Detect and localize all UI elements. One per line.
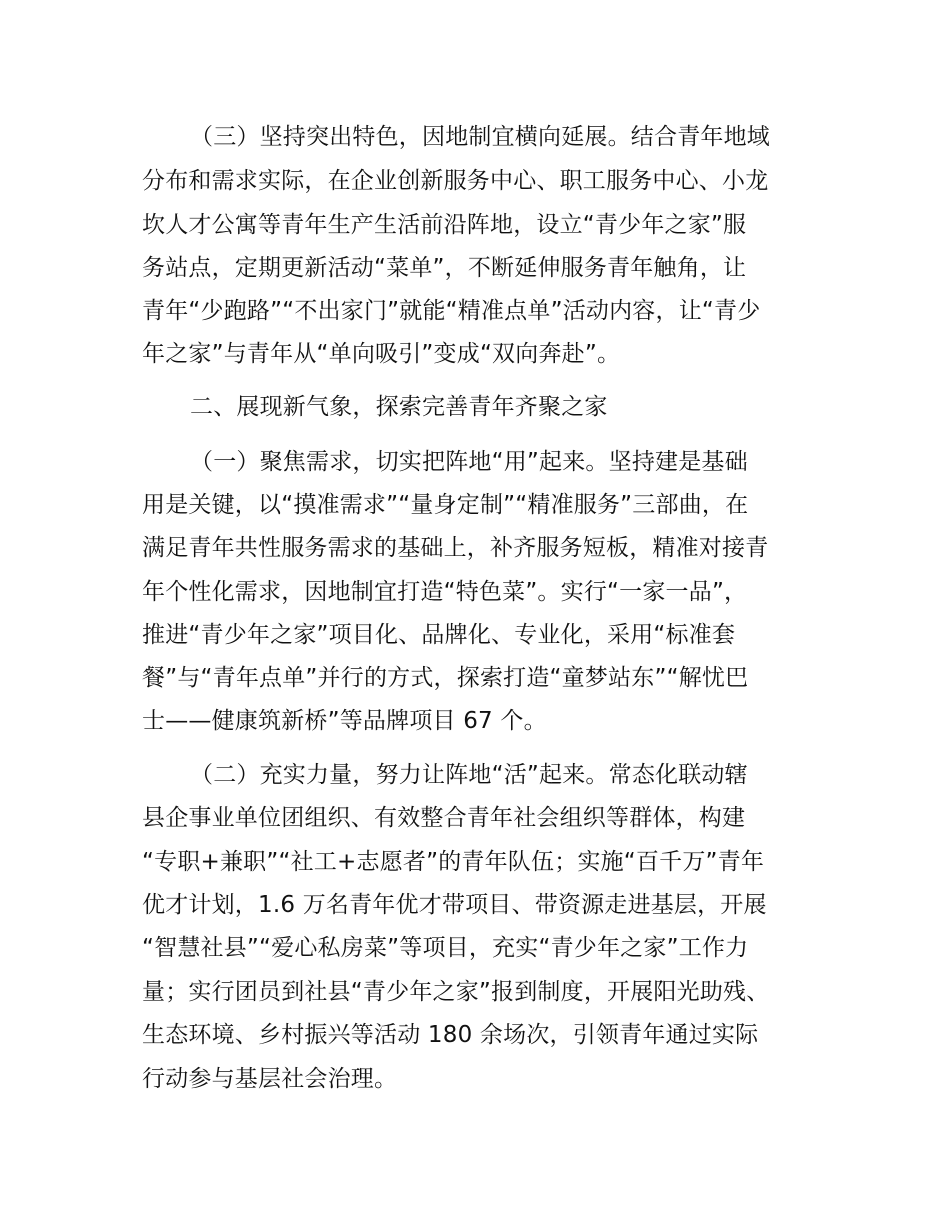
paragraph-line: 年之家”与青年从“单向吸引”变成“双向奔赴”。: [142, 341, 621, 367]
paragraph-line: 分布和需求实际，在企业创新服务中心、职工服务中心、小龙: [142, 168, 769, 194]
paragraph-line: 行动参与基层社会治理。: [142, 1066, 398, 1092]
paragraph-line: 年个性化需求，因地制宜打造“特色菜”。实行“一家一品”，: [142, 579, 748, 605]
paragraph-line: 推进“青少年之家”项目化、品牌化、专业化，采用“标准套: [142, 622, 736, 648]
paragraph-line: （三）坚持突出特色，因地制宜横向延展。结合青年地域: [190, 124, 770, 150]
paragraph-line: （一）聚焦需求，切实把阵地“用”起来。坚持建是基础: [190, 449, 748, 475]
paragraph-line: 坎人才公寓等青年生产生活前沿阵地，设立“青少年之家”服: [142, 212, 747, 238]
paragraph-line: （二）充实力量，努力让阵地“活”起来。常态化联动辖: [190, 762, 748, 788]
paragraph-line: 量；实行团员到社县“青少年之家”报到制度，开展阳光助残、: [142, 979, 770, 1005]
paragraph-line: 县企事业单位团组织、有效整合青年社会组织等群体，构建: [142, 805, 746, 831]
paragraph-line: 青年“少跑路”“不出家门”就能“精准点单”活动内容，让“青少: [142, 298, 761, 324]
paragraph-line: 满足青年共性服务需求的基础上，补齐服务短板，精准对接青: [142, 535, 769, 561]
section-heading: 二、展现新气象，探索完善青年齐聚之家: [190, 394, 608, 420]
paragraph-line: “智慧社县”“爱心私房菜”等项目，充实“青少年之家”工作力: [142, 935, 749, 961]
paragraph-line: 士——健康筑新桥”等品牌项目 67 个。: [142, 708, 547, 734]
paragraph-line: 优才计划，1.6 万名青年优才带项目、带资源走进基层，开展: [142, 892, 767, 918]
paragraph-line: 务站点，定期更新活动“菜单”，不断延伸服务青年触角，让: [142, 255, 747, 281]
paragraph-line: 生态环境、乡村振兴等活动 180 余场次，引领青年通过实际: [142, 1022, 759, 1048]
paragraph-line: 用是关键，以“摸准需求”“量身定制”“精准服务”三部曲，在: [142, 492, 749, 518]
paragraph-line: 餐”与“青年点单”并行的方式，探索打造“童梦站东”“解忧巴: [142, 665, 749, 691]
paragraph-line: “专职+兼职”“社工+志愿者”的青年队伍；实施“百千万”青年: [142, 849, 765, 875]
